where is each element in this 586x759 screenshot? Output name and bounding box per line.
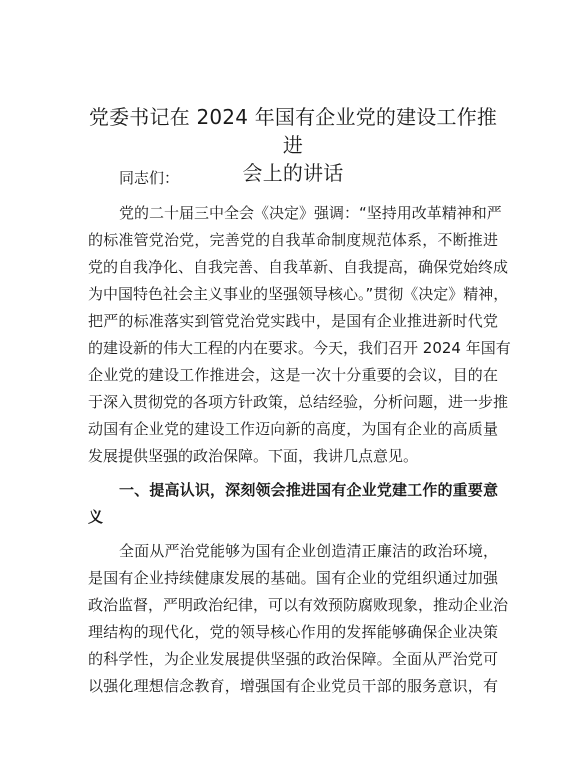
paragraph-line: 动国有企业党的建设工作迈向新的高度，为国有企业的高质量 [88,420,498,438]
section-heading: 义 [88,508,104,526]
paragraph-line: 发展提供坚强的政治保障。下面，我讲几点意见。 [88,447,419,465]
paragraph-line: 的科学性，为企业发展提供坚强的政治保障。全面从严治党可 [88,650,498,668]
paragraph-line: 把严的标准落实到管党治党实践中，是国有企业推进新时代党 [88,312,498,330]
paragraph-line: 的标准管党治党，完善党的自我革命制度规范体系，不断推进 [88,231,498,249]
paragraph-line: 于深入贯彻党的各项方针政策，总结经验，分析问题，进一步推 [88,393,509,411]
salutation: 同志们： [119,169,180,187]
paragraph-line: 全面从严治党能够为国有企业创造清正廉洁的政治环境， [119,542,498,560]
paragraph-line: 党的二十届三中全会《决定》强调：“坚持用改革精神和严 [119,204,502,222]
paragraph-line: 党的自我净化、自我完善、自我革新、自我提高，确保党始终成 [88,258,509,276]
paragraph-line: 是国有企业持续健康发展的基础。国有企业的党组织通过加强 [88,569,498,587]
title-line: 会上的讲话 [242,161,344,185]
title-line: 党委书记在 2024 年国有企业党的建设工作推进 [88,105,498,157]
paragraph-line: 企业党的建设工作推进会，这是一次十分重要的会议，目的在 [88,366,498,384]
paragraph-line: 政治监督，严明政治纪律，可以有效预防腐败现象，推动企业治 [88,596,509,614]
paragraph-line: 以强化理想信念教育，增强国有企业党员干部的服务意识，有 [88,677,498,695]
section-heading: 一、提高认识，深刻领会推进国有企业党建工作的重要意 [119,481,498,499]
paragraph-line: 为中国特色社会主义事业的坚强领导核心。”贯彻《决定》精神， [88,285,509,303]
paragraph-line: 的建设新的伟大工程的内在要求。今天，我们召开 2024 年国有 [88,339,511,357]
paragraph-line: 理结构的现代化，党的领导核心作用的发挥能够确保企业决策 [88,623,498,641]
